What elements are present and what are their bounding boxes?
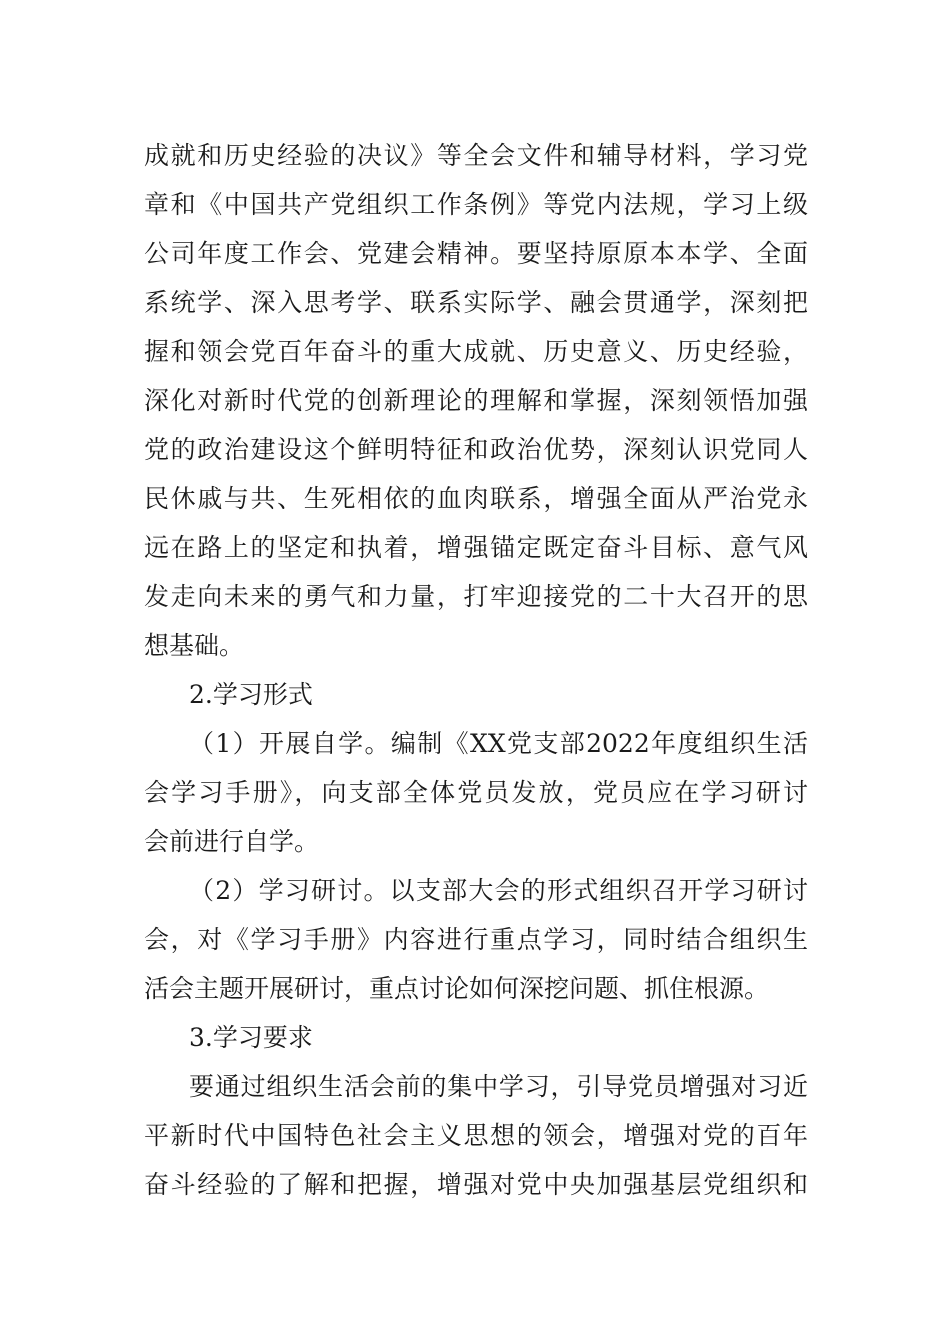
text-line: 章和《中国共产党组织工作条例》等党内法规，学习上级 <box>144 190 808 219</box>
paragraph-resolution-study <box>144 131 808 670</box>
text-line: 活会主题开展研讨，重点讨论如何深挖问题、抓住根源。 <box>144 974 770 1003</box>
text-line: 握和领会党百年奋斗的重大成就、历史意义、历史经验， <box>144 337 808 366</box>
text-line: 深化对新时代党的创新理论的理解和掌握，深刻领悟加强 <box>144 386 808 415</box>
text-line: 成就和历史经验的决议》等全会文件和辅导材料，学习党 <box>144 141 808 170</box>
text-line: （2）学习研讨。以支部大会的形式组织召开学习研讨 <box>189 876 808 905</box>
text-line: 平新时代中国特色社会主义思想的领会，增强对党的百年 <box>144 1121 808 1150</box>
text-line: 要通过组织生活会前的集中学习，引导党员增强对习近 <box>189 1072 808 1101</box>
text-line: 党的政治建设这个鲜明特征和政治优势，深刻认识党同人 <box>144 435 808 464</box>
paragraph-study-discussion <box>144 866 808 1013</box>
paragraph-self-study <box>144 719 808 866</box>
text-line: 奋斗经验的了解和把握，增强对党中央加强基层党组织和 <box>144 1170 808 1199</box>
text-line: 发走向未来的勇气和力量，打牢迎接党的二十大召开的思 <box>144 582 808 611</box>
paragraph-study-requirements <box>144 1062 808 1209</box>
text-line: 会，对《学习手册》内容进行重点学习，同时结合组织生 <box>144 925 808 954</box>
text-line: 远在路上的坚定和执着，增强锚定既定奋斗目标、意气风 <box>144 533 808 562</box>
document-body <box>144 131 808 1209</box>
text-line: 系统学、深入思考学、联系实际学、融会贯通学，深刻把 <box>144 288 808 317</box>
text-line: 会前进行自学。 <box>144 827 320 856</box>
text-line: 民休戚与共、生死相依的血肉联系，增强全面从严治党永 <box>144 484 808 513</box>
text-line: 会学习手册》，向支部全体党员发放，党员应在学习研讨 <box>144 778 808 807</box>
section-heading-study-requirements: 3.学习要求 <box>189 1023 313 1052</box>
section-heading-study-format: 2.学习形式 <box>189 680 313 709</box>
text-line: 想基础。 <box>144 631 245 660</box>
text-line: 公司年度工作会、党建会精神。要坚持原原本本学、全面 <box>144 239 808 268</box>
text-line: （1）开展自学。编制《XX党支部2022年度组织生活 <box>189 729 808 758</box>
